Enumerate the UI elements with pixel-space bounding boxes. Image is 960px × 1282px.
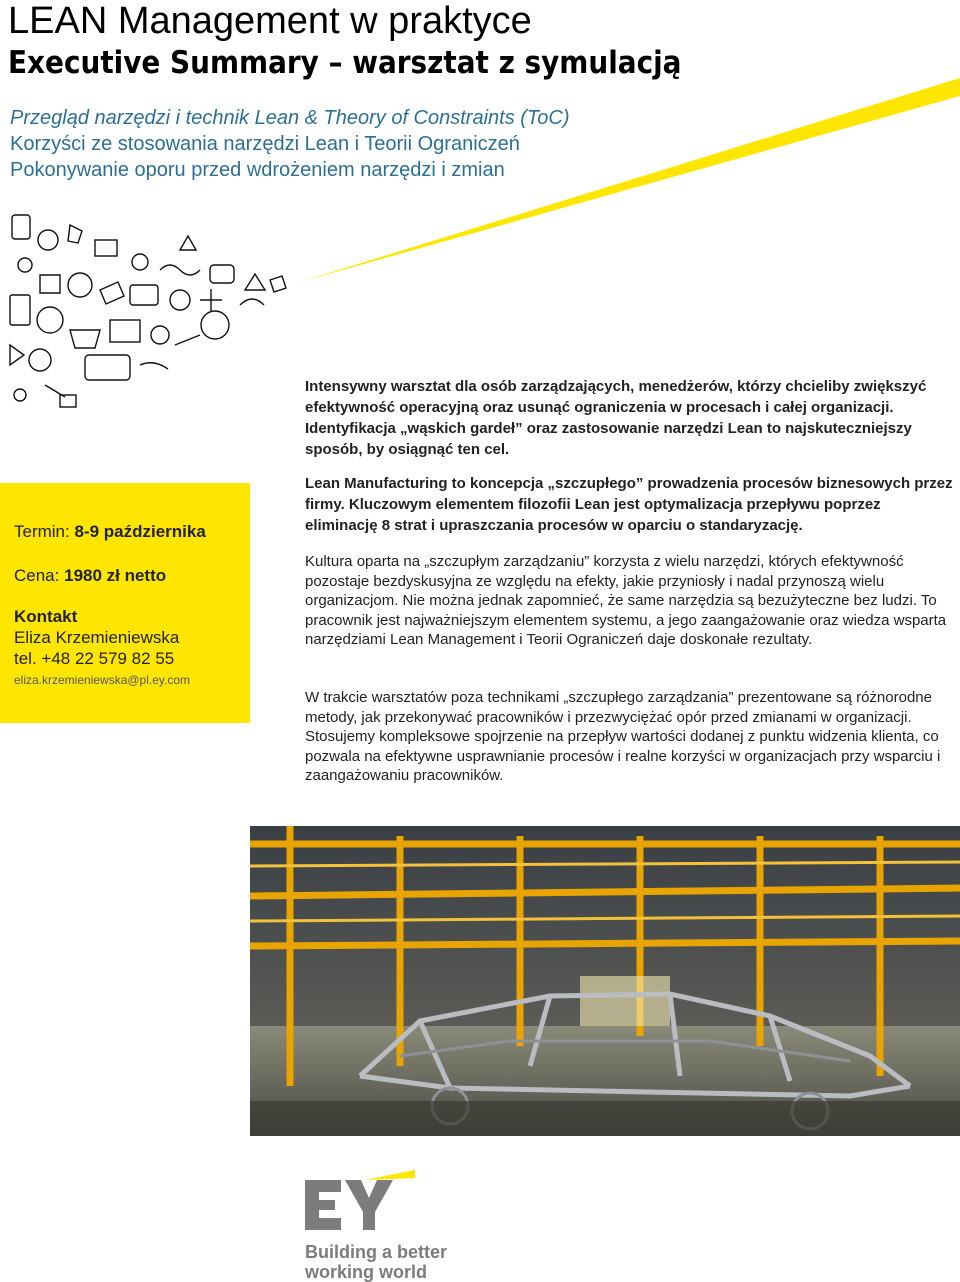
price-row [14,566,166,586]
factory-photo [250,826,960,1136]
topic-item: Korzyści ze stosowania narzędzi Lean i Teorii Ograniczeń [10,133,520,155]
body-paragraph: Kultura oparta na „szczupłym zarządzaniu” korzysta z wielu narzędzi, których efektywność pozostaje bezdyskusyjna ze względu na efekty, jakie przyniosły i nadal przynoszą wielu organizacjom. Nie można jednak zapomnieć, że same narzędzia są bezużyteczne bez ludzi. To pracownik jest najważniejszym elementem systemu, a jego zaangażowanie oraz wiedza wsparta narzędziami Lean Management i Teorii Ograniczeń daje doskonałe rezultaty. [305,553,947,649]
contact-heading: Kontakt [14,607,78,626]
page-subtitle: Executive Summary – warsztat z symulacją [8,45,682,81]
term-value: 8-9 października [74,522,206,541]
contact-phone[interactable]: tel. +48 22 579 82 55 [14,649,175,668]
logo-tagline-2: working world [305,1262,428,1282]
page-title: LEAN Management w praktyce [8,0,532,42]
term-label: Termin: [14,522,70,541]
price-label: Cena: [14,566,60,585]
intro-paragraph: Intensywny warsztat dla osób zarządzających, menedżerów, którzy chcieliby zwiększyć efektywność operacyjną oraz usunąć ograniczenia w procesach i całej organizacji. Identyfikacja „wąskich gardeł” oraz zastosowanie narzędzi Lean to najskuteczniejszy sposób, by osiągnąć ten cel. [305,378,927,458]
topic-item: Przegląd narzędzi i technik Lean & Theory of Constraints (ToC) [10,107,570,129]
ey-logo-icon [305,1170,455,1282]
price-value: 1980 zł netto [64,566,167,585]
topic-item: Pokonywanie oporu przed wdrożeniem narzędzi i zmian [10,159,505,181]
info-box [0,483,250,723]
term-row [14,522,206,542]
topics-list [10,105,570,183]
lean-definition-paragraph: Lean Manufacturing to koncepcja „szczupłego” prowadzenia procesów biznesowych przez firmy. Kluczowym elementem filozofii Lean jest optymalizacja przepływu poprzez eliminację 8 strat i upraszczania procesów w oparciu o standaryzację. [305,475,953,534]
body-paragraph: W trakcie warsztatów poza technikami „szczupłego zarządzania” prezentowane są różnorodne metody, jak przekonywać pracowników i przezwyciężać opór przed zmianami w organizacji. Stosujemy kompleksowe spojrzenie na przepływ wartości dodanej z punktu widzenia klienta, co pozwala na efektywne usprawnianie procesów i realne korzyści w organizacjach przy wsparciu i zaangażowaniu pracowników. [305,689,941,785]
contact-email[interactable]: eliza.krzemieniewska@pl.ey.com [14,673,191,687]
contact-name: Eliza Krzemieniewska [14,628,180,647]
logo-tagline-1: Building a better [305,1242,448,1262]
